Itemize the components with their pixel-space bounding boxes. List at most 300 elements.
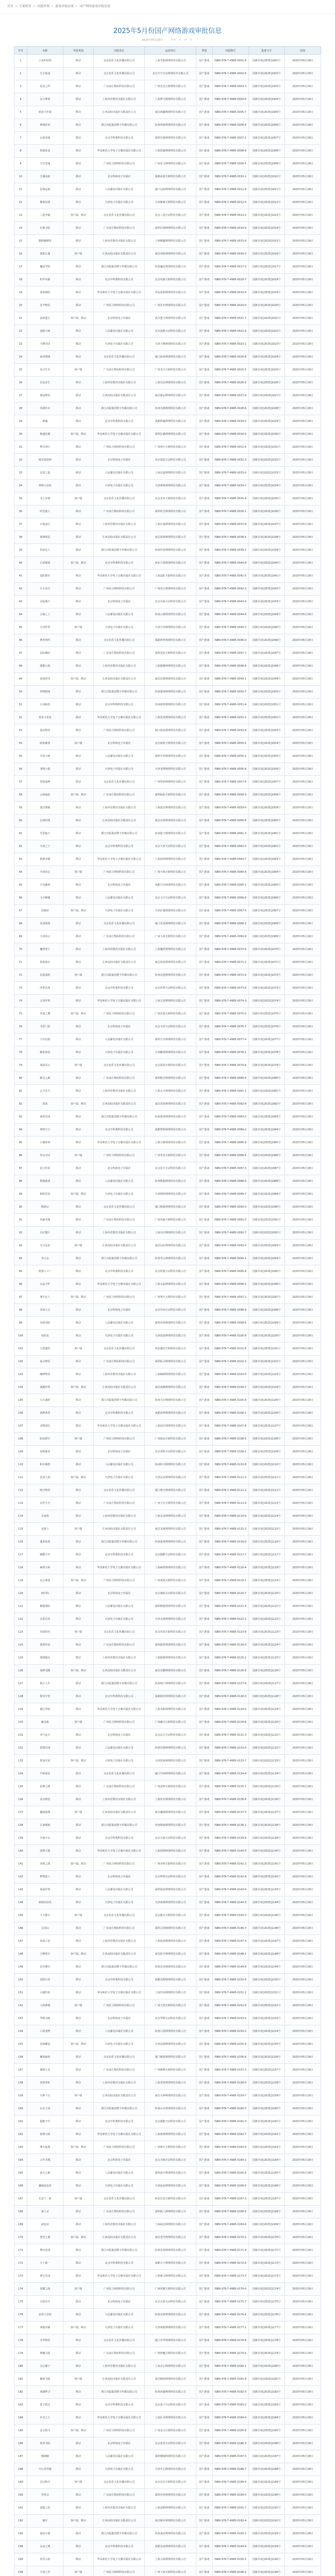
cell-operator: 杭州英雄网络科技有限公司: [145, 402, 196, 415]
breadcrumb-item-current[interactable]: 国产网络游戏审批信息: [79, 5, 111, 8]
cell-category: 国产游戏: [196, 377, 212, 389]
cell-category: 国产游戏: [196, 2115, 212, 2128]
cell-isbn: ISBN 978-7-4985-0011-8: [212, 183, 248, 196]
cell-type: 移动: [63, 518, 94, 531]
cell-date: 2025年05月29日: [284, 2450, 321, 2463]
cell-approval-no: 国新出审[2025]1012号: [248, 196, 284, 209]
table-row: [14, 1149, 321, 1162]
cell-publisher: 广州原力网络科技有限公司: [93, 441, 145, 454]
cell-approval-no: 国新出审[2025]1126号: [248, 1665, 284, 1677]
cell-date: 2025年05月29日: [284, 2309, 321, 2321]
cell-type: 移动: [63, 1124, 94, 1137]
cell-category: 国产游戏: [196, 132, 212, 145]
table-row: [14, 2450, 321, 2463]
cell-isbn: ISBN 978-7-4985-0186-3: [212, 2437, 248, 2450]
cell-publisher: 华东师范大学电子音像出版社有限公司: [93, 2128, 145, 2141]
cell-category: 国产游戏: [196, 2218, 212, 2231]
cell-name: 江湖夜雨: [27, 171, 63, 183]
cell-publisher: 华东师范大学电子音像出版社有限公司: [93, 1420, 145, 1433]
cell-category: 国产游戏: [196, 1021, 212, 1033]
cell-approval-no: 国新出审[2025]1196号: [248, 2566, 284, 2576]
cell-date: 2025年05月29日: [284, 2077, 321, 2090]
cell-publisher: 江西高校出版社有限责任公司: [93, 1523, 145, 1536]
cell-date: 2025年05月29日: [284, 2528, 321, 2540]
table-row: [14, 274, 321, 286]
cell-operator: 北京琴棋互动科技有限公司: [145, 2012, 196, 2025]
cell-number: 25: [14, 364, 27, 377]
cell-operator: 北京书香互动科技有限公司: [145, 1021, 196, 1033]
cell-name: 神域传说: [27, 119, 63, 132]
cell-type: 移动: [63, 2025, 94, 2038]
cell-isbn: ISBN 978-7-4985-0191-7: [212, 2502, 248, 2515]
cell-name: 兵临城下: [27, 596, 63, 608]
cell-isbn: ISBN 978-7-4985-0010-1: [212, 171, 248, 183]
cell-approval-no: 国新出审[2025]1168号: [248, 2206, 284, 2218]
cell-isbn: ISBN 978-7-4985-0151-1: [212, 1987, 248, 1999]
cell-type: 移动: [63, 2334, 94, 2347]
breadcrumb-item-results[interactable]: 游戏审批结果: [55, 5, 74, 8]
cell-publisher: 北京伯乐文化传播有限公司: [93, 493, 145, 505]
cell-number: 106: [14, 1407, 27, 1420]
cell-category: 国产游戏: [196, 608, 212, 621]
cell-number: 103: [14, 1368, 27, 1381]
cell-name: 萤火之森: [27, 2167, 63, 2180]
cell-publisher: 人民邮电出版社有限公司: [93, 2167, 145, 2180]
cell-name: 糖果消消: [27, 1046, 63, 1059]
cell-type: 移动: [63, 1252, 94, 1265]
cell-approval-no: 国新出审[2025]1164号: [248, 2154, 284, 2167]
publish-date: 2025年05月29日: [142, 39, 163, 42]
cell-operator: 天津铁血网络科技有限公司: [145, 1755, 196, 1768]
cell-publisher: 江西高校出版社有限责任公司: [93, 248, 145, 261]
cell-isbn: ISBN 978-7-4985-0050-7: [212, 686, 248, 699]
cell-number: 159: [14, 2090, 27, 2103]
breadcrumb-item-home[interactable]: 首页: [7, 5, 14, 8]
cell-publisher: 江西高校出版社有限责任公司: [93, 1098, 145, 1111]
cell-type: 移动: [63, 1845, 94, 1858]
cell-date: 2025年05月29日: [284, 2463, 321, 2476]
cell-approval-no: 国新出审[2025]1155号: [248, 2038, 284, 2051]
cell-isbn: ISBN 978-7-4985-0178-8: [212, 2334, 248, 2347]
cell-type: 移动: [63, 2437, 94, 2450]
cell-publisher: 天津电子出版社有限公司: [93, 763, 145, 776]
table-row: [14, 1433, 321, 1446]
cell-name: 神魔大陆: [27, 2347, 63, 2360]
cell-type: 移动: [63, 2103, 94, 2115]
cell-category: 国产游戏: [196, 1471, 212, 1484]
cell-number: 178: [14, 2334, 27, 2347]
cell-number: 60: [14, 815, 27, 827]
cell-name: 雪原狼王: [27, 827, 63, 840]
cell-number: 124: [14, 1639, 27, 1652]
table-row: [14, 1394, 321, 1407]
cell-name: 星际舰队: [27, 647, 63, 660]
cell-date: 2025年05月29日: [284, 312, 321, 325]
cell-date: 2025年05月29日: [284, 1033, 321, 1046]
table-row: [14, 1781, 321, 1793]
cell-operator: 北京机器互动科技有限公司: [145, 1265, 196, 1278]
cell-date: 2025年05月29日: [284, 531, 321, 544]
cell-category: 国产游戏: [196, 1407, 212, 1420]
cell-publisher: 上海外语教育出版社有限公司: [93, 802, 145, 815]
cell-date: 2025年05月29日: [284, 1265, 321, 1278]
cell-number: 46: [14, 634, 27, 647]
cell-number: 17: [14, 261, 27, 274]
table-row: [14, 351, 321, 364]
cell-publisher: 天津电子出版社有限公司: [93, 621, 145, 634]
cell-publisher: 北京伯乐文化传播有限公司: [93, 1201, 145, 1214]
cell-name: 花店物语: [27, 1793, 63, 1806]
cell-isbn: ISBN 978-7-4985-0185-6: [212, 2425, 248, 2437]
cell-isbn: ISBN 978-7-4985-0127-6: [212, 1677, 248, 1690]
cell-isbn: ISBN 978-7-4985-0171-9: [212, 2244, 248, 2257]
cell-publisher: 上海外语教育出版社有限公司: [93, 1510, 145, 1523]
cell-name: 武林盟主: [27, 312, 63, 325]
cell-category: 国产游戏: [196, 1652, 212, 1665]
cell-date: 2025年05月29日: [284, 1974, 321, 1987]
cell-category: 国产游戏: [196, 660, 212, 673]
cell-isbn: ISBN 978-7-4985-0192-4: [212, 2515, 248, 2528]
cell-approval-no: 国新出审[2025]1142号: [248, 1871, 284, 1884]
table-row: [14, 1021, 321, 1033]
cell-publisher: 广州原力网络科技有限公司: [93, 583, 145, 596]
cell-number: 93: [14, 1240, 27, 1252]
cell-date: 2025年05月29日: [284, 892, 321, 905]
cell-approval-no: 国新出审[2025]1162号: [248, 2128, 284, 2141]
cell-operator: 广州荣耀互娱科技有限公司: [145, 2283, 196, 2296]
cell-category: 国产游戏: [196, 699, 212, 711]
table-row: [14, 1214, 321, 1227]
table-row: [14, 2476, 321, 2489]
cell-name: 怪物猎场: [27, 686, 63, 699]
cell-date: 2025年05月29日: [284, 2489, 321, 2502]
table-row: [14, 1175, 321, 1188]
cell-operator: 广州星光互娱网络有限公司: [145, 80, 196, 93]
cell-approval-no: 国新出审[2025]1156号: [248, 2051, 284, 2064]
cell-publisher: 江西高校出版社有限责任公司: [93, 1240, 145, 1252]
breadcrumb: [0, 0, 335, 14]
cell-category: 国产游戏: [196, 1252, 212, 1265]
cell-operator: 厦门芳华网络科技有限公司: [145, 2334, 196, 2347]
cell-publisher: 广东南方数码科技有限公司: [93, 647, 145, 660]
cell-approval-no: 国新出审[2025]1053号: [248, 724, 284, 737]
cell-number: 38: [14, 531, 27, 544]
cell-date: 2025年05月29日: [284, 1871, 321, 1884]
cell-date: 2025年05月29日: [284, 467, 321, 480]
cell-category: 国产游戏: [196, 1999, 212, 2012]
cell-isbn: ISBN 978-7-4985-0167-2: [212, 2193, 248, 2206]
cell-approval-no: 国新出审[2025]1016号: [248, 248, 284, 261]
cell-name: 蘑菇森林: [27, 2051, 63, 2064]
cell-number: 87: [14, 1162, 27, 1175]
cell-name: 美食街: [27, 1510, 63, 1523]
cell-category: 国产游戏: [196, 480, 212, 493]
cell-operator: 厦门蘑菇网络科技有限公司: [145, 2051, 196, 2064]
cell-number: 83: [14, 1111, 27, 1124]
cell-type: 移动: [63, 918, 94, 930]
cell-date: 2025年05月29日: [284, 2180, 321, 2193]
cell-isbn: ISBN 978-7-4985-0024-8: [212, 351, 248, 364]
cell-name: 快乐小厨: [27, 2553, 63, 2566]
cell-publisher: 广东南方数码科技有限公司: [93, 1214, 145, 1227]
cell-name: 古风画卷: [27, 699, 63, 711]
cell-approval-no: 国新出审[2025]1075号: [248, 1008, 284, 1021]
cell-type: 移动: [63, 1368, 94, 1381]
cell-date: 2025年05月29日: [284, 724, 321, 737]
cell-isbn: ISBN 978-7-4985-0196-2: [212, 2566, 248, 2576]
table-row: [14, 1935, 321, 1948]
cell-category: 国产游戏: [196, 1368, 212, 1381]
cell-isbn: ISBN 978-7-4985-0164-1: [212, 2154, 248, 2167]
cell-isbn: ISBN 978-7-4985-0017-0: [212, 261, 248, 274]
cell-publisher: 广州原力网络科技有限公司: [93, 1716, 145, 1729]
cell-type: 客户端: [63, 1716, 94, 1729]
cell-isbn: ISBN 978-7-4985-0096-5: [212, 1278, 248, 1291]
cell-date: 2025年05月29日: [284, 235, 321, 248]
cell-number: 99: [14, 1317, 27, 1330]
cell-publisher: 上海外语教育出版社有限公司: [93, 1652, 145, 1665]
cell-type: 移动: [63, 827, 94, 840]
cell-publisher: 北京伯乐文化传播有限公司: [93, 2193, 145, 2206]
cell-approval-no: 国新出审[2025]1098号: [248, 1304, 284, 1317]
cell-operator: 北京天空互动网络技术有限公司: [145, 67, 196, 80]
breadcrumb-item-duties[interactable]: 主要职责: [19, 5, 32, 8]
cell-category: 国产游戏: [196, 724, 212, 737]
cell-publisher: 人民邮电出版社有限公司: [93, 2450, 145, 2463]
cell-operator: 西安长安互娱科技有限公司: [145, 2193, 196, 2206]
cell-number: 18: [14, 274, 27, 286]
cell-operator: 上海钓鱼网络科技有限公司: [145, 1987, 196, 1999]
cell-type: 移动: [63, 480, 94, 493]
cell-category: 国产游戏: [196, 1459, 212, 1471]
cell-isbn: ISBN 978-7-4985-0165-8: [212, 2167, 248, 2180]
cell-category: 国产游戏: [196, 454, 212, 467]
cell-type: 移动: [63, 930, 94, 943]
cell-isbn: ISBN 978-7-4985-0057-6: [212, 776, 248, 789]
cell-name: 甜品物语: [27, 389, 63, 402]
cell-operator: 北京帝国互娱科技有限公司: [145, 1626, 196, 1639]
cell-name: 汉宫秋月: [27, 2476, 63, 2489]
font-size-medium-link[interactable]: 中: [184, 39, 187, 42]
cell-category: 国产游戏: [196, 286, 212, 299]
table-row: [14, 1742, 321, 1755]
table-row: [14, 596, 321, 608]
cell-operator: 广州原力网络科技有限公司: [145, 158, 196, 171]
cell-isbn: ISBN 978-7-4985-0040-8: [212, 557, 248, 570]
cell-operator: 广州西行互娱科技有限公司: [145, 441, 196, 454]
cell-category: 国产游戏: [196, 1987, 212, 1999]
cell-publisher: 上海外语教育出版社有限公司: [93, 377, 145, 389]
table-row: [14, 892, 321, 905]
table-row: [14, 389, 321, 402]
cell-type: 移动: [63, 995, 94, 1008]
cell-operator: 天津像素互娱科技有限公司: [145, 196, 196, 209]
table-row: [14, 2296, 321, 2309]
cell-isbn: ISBN 978-7-4985-0162-7: [212, 2128, 248, 2141]
cell-name: 御剑飞仙: [27, 2373, 63, 2386]
cell-type: 移动: [63, 338, 94, 351]
cell-publisher: 华东师范大学电子音像出版社有限公司: [93, 1137, 145, 1149]
cell-number: 92: [14, 1227, 27, 1240]
cell-operator: 成都黎明网络科技有限公司: [145, 1124, 196, 1137]
cell-type: 移动: [63, 1304, 94, 1317]
cell-approval-no: 国新出审[2025]1114号: [248, 1510, 284, 1523]
cell-category: 国产游戏: [196, 763, 212, 776]
cell-isbn: ISBN 978-7-4985-0175-7: [212, 2296, 248, 2309]
table-row: [14, 1471, 321, 1484]
cell-publisher: 江西高校出版社有限责任公司: [93, 2231, 145, 2244]
font-size-large-link[interactable]: 大: [178, 39, 181, 42]
cell-approval-no: 国新出审[2025]1146号: [248, 1922, 284, 1935]
cell-operator: 杭州青云网络科技有限公司: [145, 1252, 196, 1265]
cell-number: 71: [14, 956, 27, 969]
cell-category: 国产游戏: [196, 325, 212, 338]
cell-isbn: ISBN 978-7-4985-0059-0: [212, 802, 248, 815]
cell-operator: 青岛深海网络科技有限公司: [145, 286, 196, 299]
cell-number: 12: [14, 196, 27, 209]
cell-date: 2025年05月29日: [284, 1433, 321, 1446]
table-row: [14, 2051, 321, 2064]
cell-publisher: 江西高校出版社有限责任公司: [93, 2090, 145, 2103]
table-row: [14, 1793, 321, 1806]
cell-type: 客户端、移动: [63, 789, 94, 802]
cell-operator: 南昌御剑网络科技有限公司: [145, 2373, 196, 2386]
cell-category: 国产游戏: [196, 531, 212, 544]
cell-operator: 上海喵趣网络科技有限公司: [145, 235, 196, 248]
cell-date: 2025年05月29日: [284, 222, 321, 235]
cell-number: 3: [14, 80, 27, 93]
cell-category: 国产游戏: [196, 518, 212, 531]
cell-category: 国产游戏: [196, 1974, 212, 1987]
cell-isbn: ISBN 978-7-4985-0184-9: [212, 2412, 248, 2425]
cell-approval-no: 国新出审[2025]1172号: [248, 2257, 284, 2270]
cell-category: 国产游戏: [196, 505, 212, 518]
cell-date: 2025年05月29日: [284, 80, 321, 93]
table-row: [14, 2502, 321, 2515]
cell-approval-no: 国新出审[2025]1174号: [248, 2283, 284, 2296]
cell-isbn: ISBN 978-7-4985-0007-1: [212, 132, 248, 145]
cell-isbn: ISBN 978-7-4985-0030-9: [212, 428, 248, 441]
cell-number: 98: [14, 1304, 27, 1317]
cell-operator: 深圳灵剑网络科技有限公司: [145, 1922, 196, 1935]
cell-name: 海底世界: [27, 1884, 63, 1896]
cell-approval-no: 国新出审[2025]1163号: [248, 2141, 284, 2154]
cell-approval-no: 国新出审[2025]1100号: [248, 1330, 284, 1343]
cell-date: 2025年05月29日: [284, 634, 321, 647]
cell-approval-no: 国新出审[2025]1178号: [248, 2334, 284, 2347]
cell-isbn: ISBN 978-7-4985-0036-1: [212, 505, 248, 518]
cell-publisher: 北京伯乐文化传播有限公司: [93, 918, 145, 930]
cell-operator: 上海雪狐网络科技有限公司: [145, 55, 196, 67]
cell-isbn: ISBN 978-7-4985-0107-8: [212, 1420, 248, 1433]
cell-approval-no: 国新出审[2025]1186号: [248, 2437, 284, 2450]
cell-category: 国产游戏: [196, 802, 212, 815]
cell-name: 荒岛求生: [27, 377, 63, 389]
cell-isbn: ISBN 978-7-4985-0085-9: [212, 1137, 248, 1149]
table-row: [14, 364, 321, 377]
cell-approval-no: 国新出审[2025]1005号: [248, 106, 284, 119]
cell-name: 大唐盛世: [27, 1343, 63, 1355]
cell-type: 客户端、移动: [63, 312, 94, 325]
cell-name: 四季农场: [27, 982, 63, 995]
cell-type: 移动: [63, 2012, 94, 2025]
cell-approval-no: 国新出审[2025]1109号: [248, 1446, 284, 1459]
cell-approval-no: 国新出审[2025]1135号: [248, 1781, 284, 1793]
cell-operator: 南昌战舰网络科技有限公司: [145, 1381, 196, 1394]
cell-approval-no: 国新出审[2025]1182号: [248, 2386, 284, 2399]
cell-category: 国产游戏: [196, 673, 212, 686]
font-size-small-link[interactable]: 小: [189, 39, 192, 42]
cell-operator: 武汉盟主网络科技有限公司: [145, 312, 196, 325]
cell-number: 14: [14, 222, 27, 235]
table-row: [14, 1562, 321, 1574]
cell-category: 国产游戏: [196, 274, 212, 286]
cell-approval-no: 国新出审[2025]1173号: [248, 2270, 284, 2283]
table-row: [14, 1355, 321, 1368]
cell-number: 194: [14, 2540, 27, 2553]
cell-number: 22: [14, 325, 27, 338]
table-row: [14, 956, 321, 969]
cell-type: 移动: [63, 2412, 94, 2425]
cell-number: 44: [14, 608, 27, 621]
cell-operator: 北京风暴互娱科技有限公司: [145, 274, 196, 286]
cell-category: 国产游戏: [196, 1085, 212, 1098]
cell-category: 国产游戏: [196, 428, 212, 441]
cell-category: 国产游戏: [196, 67, 212, 80]
cell-publisher: 人民邮电出版社有限公司: [93, 1317, 145, 1330]
cell-approval-no: 国新出审[2025]1195号: [248, 2553, 284, 2566]
cell-date: 2025年05月29日: [284, 119, 321, 132]
table-row: [14, 634, 321, 647]
cell-isbn: ISBN 978-7-4985-0022-4: [212, 325, 248, 338]
cell-number: 65: [14, 879, 27, 892]
cell-category: 国产游戏: [196, 1523, 212, 1536]
cell-date: 2025年05月29日: [284, 55, 321, 67]
cell-name: 金戈铁马: [27, 2425, 63, 2437]
cell-category: 国产游戏: [196, 879, 212, 892]
cell-isbn: ISBN 978-7-4985-0056-9: [212, 763, 248, 776]
table-row: [14, 93, 321, 106]
cell-date: 2025年05月29日: [284, 2515, 321, 2528]
cell-name: 剑影江湖: [27, 248, 63, 261]
cell-name: 山海奇缘: [27, 132, 63, 145]
cell-isbn: ISBN 978-7-4985-0006-4: [212, 119, 248, 132]
cell-date: 2025年05月29日: [284, 480, 321, 493]
cell-operator: 上海扑克网络科技有限公司: [145, 2412, 196, 2425]
cell-number: 179: [14, 2347, 27, 2360]
cell-operator: 上海甜蜜网络科技有限公司: [145, 660, 196, 673]
cell-category: 国产游戏: [196, 364, 212, 377]
cell-date: 2025年05月29日: [284, 261, 321, 274]
cell-publisher: 上海外语教育出版社有限公司: [93, 235, 145, 248]
cell-approval-no: 国新出审[2025]1097号: [248, 1291, 284, 1304]
cell-date: 2025年05月29日: [284, 2321, 321, 2334]
table-row: [14, 1652, 321, 1665]
cell-date: 2025年05月29日: [284, 2141, 321, 2154]
cell-number: 19: [14, 286, 27, 299]
table-row: [14, 1201, 321, 1214]
cell-approval-no: 国新出审[2025]1148号: [248, 1948, 284, 1961]
cell-number: 104: [14, 1381, 27, 1394]
cell-operator: 深圳精灵网络科技有限公司: [145, 1072, 196, 1085]
breadcrumb-item-publishing[interactable]: 出版管理: [37, 5, 50, 8]
cell-publisher: 广东南方数码科技有限公司: [93, 2064, 145, 2077]
cell-category: 国产游戏: [196, 905, 212, 918]
cell-approval-no: 国新出审[2025]1056号: [248, 763, 284, 776]
cell-category: 国产游戏: [196, 1549, 212, 1562]
cell-approval-no: 国新出审[2025]1008号: [248, 145, 284, 158]
cell-category: 国产游戏: [196, 1536, 212, 1549]
